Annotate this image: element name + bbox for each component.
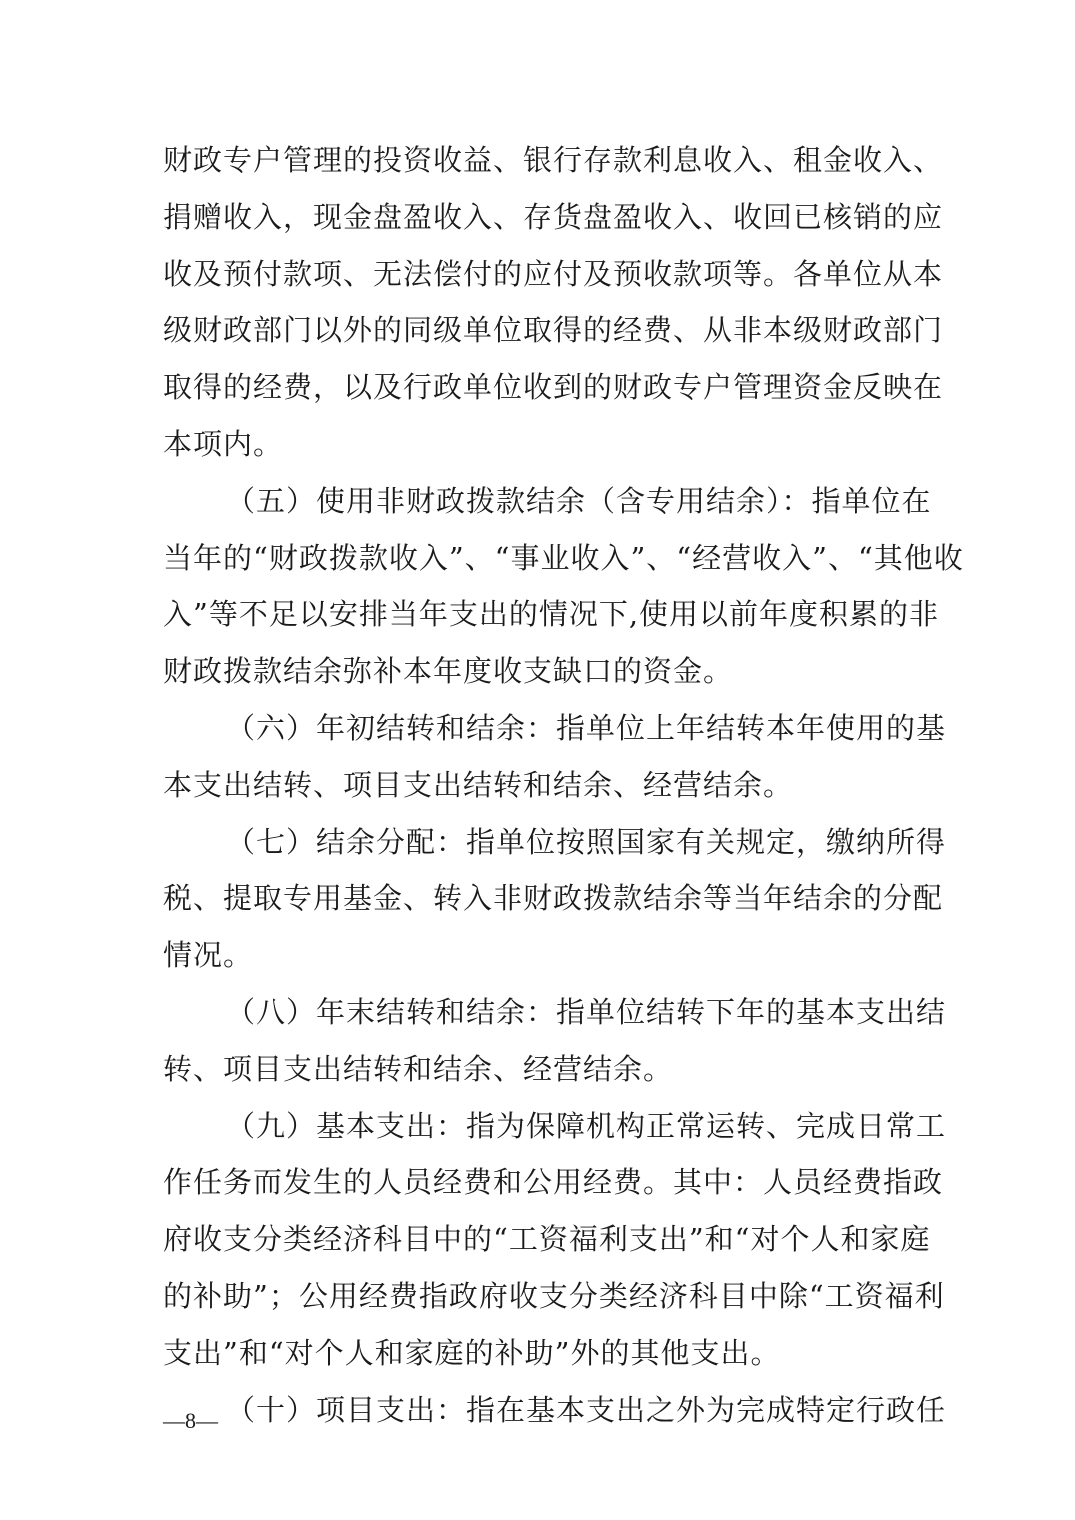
text-line: 税、提取专用基金、转入非财政拨款结余等当年结余的分配	[163, 881, 944, 916]
text-line: 本支出结转、项目支出结转和结余、经营结余。	[163, 767, 794, 802]
text-line: 收及预付款项、无法偿付的应付及预收款项等。各单位从本	[163, 256, 944, 291]
text-line: 转、项目支出结转和结余、经营结余。	[163, 1051, 674, 1086]
text-line: 入”等不足以安排当年支出的情况下,使用以前年度积累的非	[163, 597, 940, 632]
text-line: 捐赠收入，现金盘盈收入、存货盘盈收入、收回已核销的应	[163, 199, 944, 234]
text-line: 府收支分类经济科目中的“工资福利支出”和“对个人和家庭	[163, 1222, 931, 1257]
text-line: 当年的“财政拨款收入”、“事业收入”、“经营收入”、“其他收	[163, 540, 964, 575]
paragraph-heading-line: （五）使用非财政拨款结余（含专用结余）：指单位在	[226, 483, 932, 518]
text-line: 本项内。	[163, 427, 284, 461]
paragraph-heading-line: （七）结余分配：指单位按照国家有关规定，缴纳所得	[226, 824, 947, 859]
text-line: 财政拨款结余弥补本年度收支缺口的资金。	[163, 654, 734, 689]
paragraph-heading-line: （八）年末结转和结余：指单位结转下年的基本支出结	[226, 995, 947, 1029]
paragraph-heading-line: （十）项目支出：指在基本支出之外为完成特定行政任	[226, 1392, 947, 1427]
text-line: 级财政部门以外的同级单位取得的经费、从非本级财政部门	[163, 313, 944, 348]
paragraph-heading-line: （六）年初结转和结余：指单位上年结转本年使用的基	[226, 711, 947, 745]
paragraph-heading-line: （九）基本支出：指为保障机构正常运转、完成日常工	[226, 1108, 947, 1143]
text-line: 作任务而发生的人员经费和公用经费。其中：人员经费指政	[163, 1165, 944, 1200]
text-line: 的补助”；公用经费指政府收支分类经济科目中除“工资福利	[163, 1279, 945, 1313]
text-line: 财政专户管理的投资收益、银行存款利息收入、租金收入、	[163, 143, 944, 177]
page-number: —8—	[163, 1408, 218, 1433]
text-line: 取得的经费，以及行政单位收到的财政专户管理资金反映在	[163, 370, 944, 405]
text-line: 支出”和“对个人和家庭的补助”外的其他支出。	[163, 1335, 781, 1370]
text-line: 情况。	[163, 938, 254, 973]
